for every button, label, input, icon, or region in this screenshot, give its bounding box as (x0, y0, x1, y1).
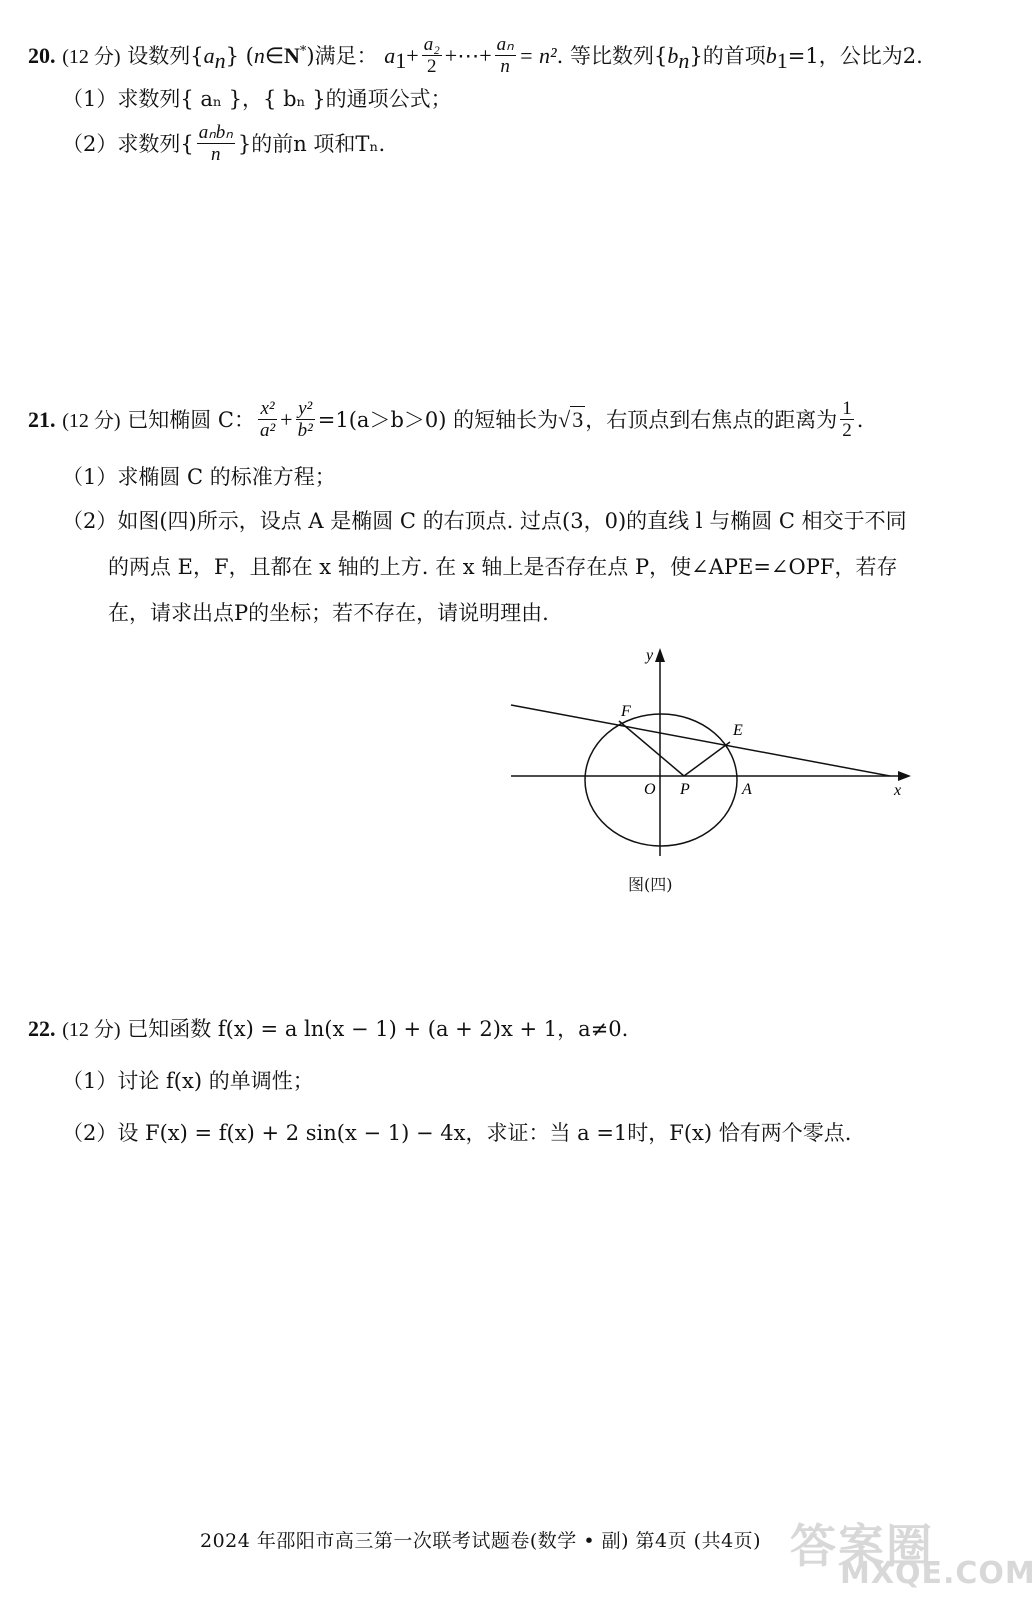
q20-sub-n: n (214, 48, 226, 74)
q20-text-e: }的首项 (689, 44, 766, 68)
q22-number: 22. (28, 1016, 56, 1041)
q21-part2-line2: 的两点 E，F，且都在 x 轴的上方. 在 x 轴上是否存在点 P，使∠APE=∠OPF，若存 (108, 555, 898, 579)
q21-part1: （1）求椭圆 C 的标准方程； (62, 465, 336, 489)
q20-frac-a2: $\frac{\text{a₂}}{2}$ (423, 34, 440, 77)
q21-text-a: 已知椭圆 C： (127, 408, 255, 432)
label-a: A (742, 781, 752, 798)
q20-text-a: 设数列{ (127, 44, 204, 68)
q20-text-d: . 等比数列{ (556, 44, 668, 68)
q21-text-b: =1(a＞b＞0) 的短轴长为 (317, 408, 559, 432)
q21-text-c: ，右顶点到右焦点的距离为 (585, 408, 838, 432)
q20-stem: 20. (12 分) 设数列$\{a_n\}$ (n∈N*)满足： $a_1+$ $\frac{\text{a₂}}{2}$ +⋯+ $\frac{\text{aₙ}}{n}$ = n². 等比数列$\{b_n\}$的首项$b_1=1$，公比为2. (28, 34, 923, 77)
q22-score: (12 分) (62, 1019, 121, 1041)
label-f: F (621, 703, 631, 720)
label-y: y (646, 647, 654, 664)
q20-seq-b: b (667, 43, 679, 68)
q21-sqrt: √3 (558, 407, 584, 432)
page-footer: 2024 年邵阳市高三第一次联考试题卷(数学 • 副) 第4页 (共4页) (200, 1530, 762, 1552)
q21-stem: 21. (12 分) 已知椭圆 C： $\frac{\text{x²}}{\text{a²}}$ + $\frac{\text{y²}}{\text{b²}}$ =1(a＞b＞0) 的短轴长为√3，右顶点到右焦点的距离为 $\frac{1}{2}$ . (28, 398, 864, 441)
q21-number: 21. (28, 407, 56, 432)
q20-frac-an: $\frac{\text{aₙ}}{n}$ (496, 34, 514, 77)
q20-in-symbol: ∈ (264, 43, 284, 68)
q21-score: (12 分) (62, 410, 121, 432)
q21-frac-half: $\frac{1}{2}$ (842, 398, 852, 441)
q22-part1: （1）讨论 f(x) 的单调性； (62, 1069, 314, 1093)
q20-number: 20. (28, 43, 56, 68)
q20-star: * (299, 44, 307, 59)
segment-pe (684, 742, 730, 776)
q20-score: (12 分) (62, 46, 121, 68)
label-x: x (894, 782, 902, 799)
q21-part2-line1: （2）如图(四)所示，设点 A 是椭圆 C 的右顶点. 过点(3，0)的直线 l 与椭圆 C 相交于不同 (62, 509, 907, 533)
q20-n-var: n (253, 43, 265, 68)
q20-seq-a: a (203, 43, 215, 68)
q22-text: 已知函数 f(x) = a ln(x − 1) + (a + 2)x + 1，a≠0. (127, 1017, 629, 1041)
q20-part1: （1）求数列{ aₙ }，{ bₙ }的通项公式； (62, 87, 452, 111)
figure-caption: 图(四) (628, 875, 673, 894)
q20-part2-frac: $\frac{\text{aₙbₙ}}{n}$ (198, 122, 233, 165)
q20-b1: b (765, 43, 777, 68)
x-axis-arrow (898, 771, 911, 781)
q21-part2-line3: 在，请求出点P的坐标；若不存在，请说明理由. (108, 601, 549, 625)
q20-text-f: =1，公比为2. (787, 44, 923, 68)
q21-frac-x: $\frac{\text{x²}}{\text{a²}}$ (259, 398, 276, 441)
q20-part2: （2）求数列{ $\frac{\text{aₙbₙ}}{n}$ }的前n 项和Tₙ. (62, 122, 386, 165)
line-l (511, 705, 890, 776)
q22-stem (28, 1014, 628, 1045)
segment-fp (619, 721, 684, 776)
q20-a1: a (384, 43, 396, 68)
q20-sub-1: 1 (395, 48, 407, 74)
q20-set-n: N (283, 43, 300, 68)
q20-dots: +⋯+ (444, 43, 492, 68)
y-axis-arrow (655, 648, 665, 662)
label-p: P (680, 781, 690, 798)
q20-text-c: )满足： (306, 44, 378, 68)
watermark-logo: 答案圈 MXQE.COM (790, 1519, 1036, 1591)
label-o: O (644, 781, 656, 798)
q20-text-b: } ( (225, 44, 254, 68)
q20-eq-n2: = n² (518, 43, 557, 68)
q22-part2: （2）设 F(x) = f(x) + 2 sin(x − 1) − 4x，求证：当 a =1时，F(x) 恰有两个零点. (62, 1121, 852, 1145)
q21-frac-y: $\frac{\text{y²}}{\text{b²}}$ (297, 398, 313, 441)
q20-plus: + (406, 43, 419, 68)
label-e: E (733, 722, 743, 739)
